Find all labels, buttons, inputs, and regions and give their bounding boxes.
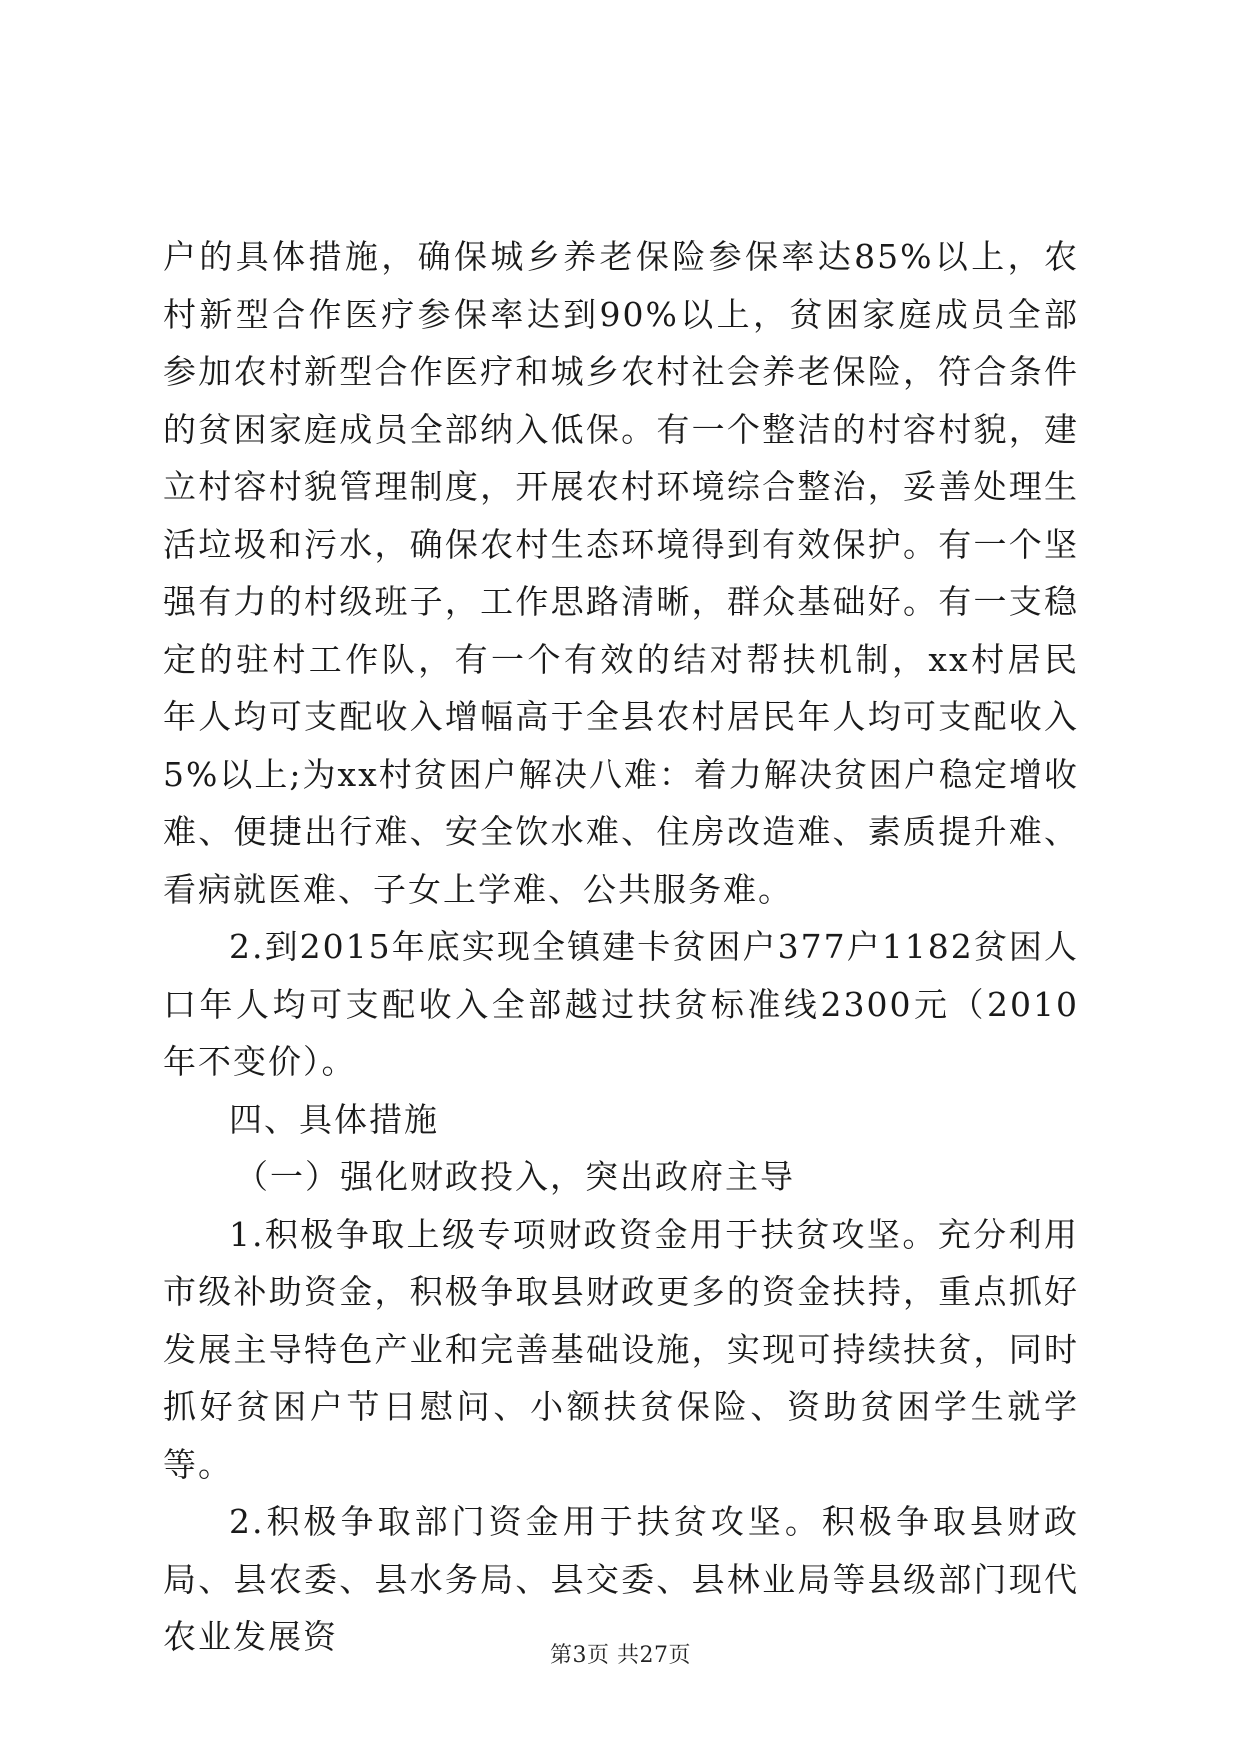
section-heading-measures: 四、具体措施 xyxy=(229,1099,439,1139)
paragraph-measure-1: 1.积极争取上级专项财政资金用于扶贫攻坚。充分利用市级补助资金，积极争取县财政更多的资金扶持，重点抓好发展主导特色产业和完善基础设施，实现可持续扶贫，同时抓好贫困户节日慰问、小额扶贫保险、资助贫困学生就学等。 xyxy=(163,1214,1079,1484)
document-body xyxy=(163,228,1079,1666)
paragraph-goal-2: 2.到2015年底实现全镇建卡贫困户377户1182贫困人口年人均可支配收入全部越过扶贫标准线2300元（2010年不变价）。 xyxy=(163,927,1079,1081)
page-number-footer: 第3页 共27页 xyxy=(550,1643,691,1668)
paragraph-measure-2: 2.积极争取部门资金用于扶贫攻坚。积极争取县财政局、县农委、县水务局、县交委、县林业局等县级部门现代农业发展资 xyxy=(163,1502,1079,1656)
paragraph-continuation: 户的具体措施，确保城乡养老保险参保率达85%以上，农村新型合作医疗参保率达到90%以上，贫困家庭成员全部参加农村新型合作医疗和城乡农村社会养老保险，符合条件的贫困家庭成员全部纳入低保。有一个整洁的村容村貌，建立村容村貌管理制度，开展农村环境综合整治，妥善处理生活垃圾和污水，确保农村生态环境得到有效保护。有一个坚强有力的村级班子，工作思路清晰，群众基础好。有一支稳定的驻村工作队，有一个有效的结对帮扶机制，xx村居民年人均可支配收入增幅高于全县农村居民年人均可支配收入5%以上;为xx村贫困户解决八难：着力解决贫困户稳定增收难、便捷出行难、安全饮水难、住房改造难、素质提升难、看病就医难、子女上学难、公共服务难。 xyxy=(163,237,1079,909)
subsection-heading-finance: （一）强化财政投入，突出政府主导 xyxy=(235,1157,795,1196)
